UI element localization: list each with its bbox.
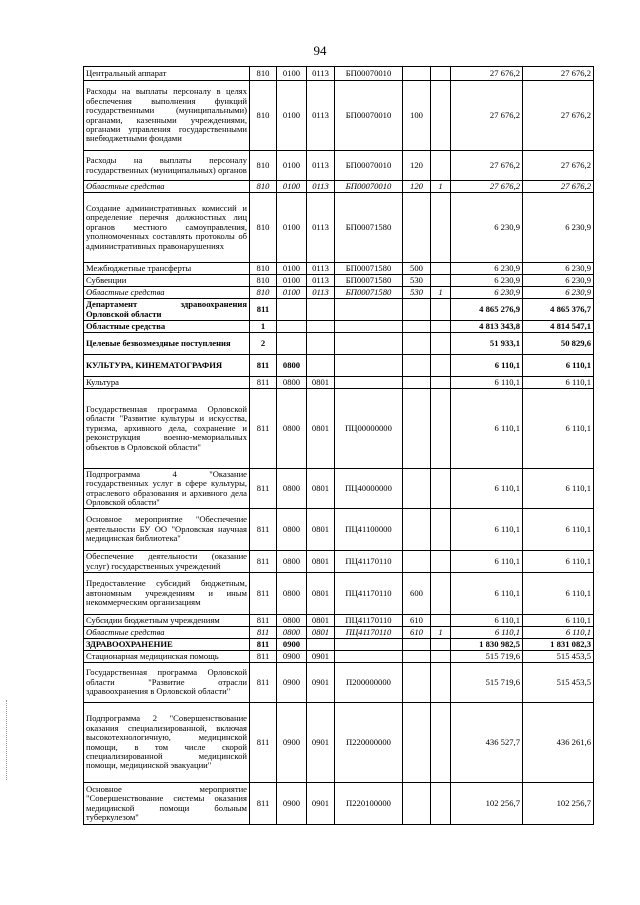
table-row xyxy=(84,287,594,299)
grbs-code: 811 xyxy=(250,355,277,377)
table-row xyxy=(84,551,594,573)
table-row xyxy=(84,509,594,551)
target-article-code xyxy=(335,321,403,333)
amount-year-1: 27 676,2 xyxy=(451,151,523,181)
table-row xyxy=(84,783,594,825)
grbs-code: 810 xyxy=(250,193,277,263)
target-article-code: БП00071580 xyxy=(335,193,403,263)
grbs-code: 811 xyxy=(250,551,277,573)
amount-year-2: 1 831 082,3 xyxy=(523,639,594,651)
table-row xyxy=(84,651,594,663)
section-code: 0100 xyxy=(277,81,307,151)
expense-type-code xyxy=(403,469,431,509)
target-article-code: ПЦ41170110 xyxy=(335,573,403,615)
expense-type-code: 530 xyxy=(403,275,431,287)
row-name: Целевые безвозмездные поступления xyxy=(84,333,250,355)
subsection-code: 0801 xyxy=(307,509,335,551)
section-code: 0800 xyxy=(277,551,307,573)
amount-year-1: 515 719,6 xyxy=(451,651,523,663)
funding-source-code xyxy=(431,333,451,355)
expense-type-code xyxy=(403,355,431,377)
subsection-code: 0801 xyxy=(307,377,335,389)
row-name: КУЛЬТУРА, КИНЕМАТОГРАФИЯ xyxy=(84,355,250,377)
amount-year-1: 6 110,1 xyxy=(451,573,523,615)
subsection-code: 0113 xyxy=(307,287,335,299)
funding-source-code xyxy=(431,551,451,573)
grbs-code: 810 xyxy=(250,81,277,151)
grbs-code: 811 xyxy=(250,663,277,703)
amount-year-1: 6 230,9 xyxy=(451,263,523,275)
amount-year-1: 6 110,1 xyxy=(451,469,523,509)
subsection-code: 0801 xyxy=(307,573,335,615)
funding-source-code: 1 xyxy=(431,181,451,193)
table-row xyxy=(84,703,594,783)
expense-type-code xyxy=(403,783,431,825)
amount-year-2: 27 676,2 xyxy=(523,151,594,181)
funding-source-code xyxy=(431,355,451,377)
row-name: Подпрограмма 4 "Оказание государственных услуг в сфере культуры, отраслевого образования и архивного дела Орловской области" xyxy=(84,469,250,509)
target-article-code: П220100000 xyxy=(335,783,403,825)
subsection-code: 0801 xyxy=(307,469,335,509)
grbs-code: 811 xyxy=(250,469,277,509)
subsection-code: 0113 xyxy=(307,151,335,181)
amount-year-2: 6 110,1 xyxy=(523,469,594,509)
funding-source-code xyxy=(431,321,451,333)
subsection-code: 0901 xyxy=(307,783,335,825)
funding-source-code xyxy=(431,573,451,615)
grbs-code: 810 xyxy=(250,263,277,275)
grbs-code: 811 xyxy=(250,389,277,469)
table-row xyxy=(84,193,594,263)
grbs-code: 811 xyxy=(250,509,277,551)
expense-type-code: 500 xyxy=(403,263,431,275)
row-name: Подпрограмма 2 "Совершенствование оказания специализированной, включая высокотехнологичную, медицинской помощи, в том числе скорой специализированной медицинской помощи, медицинской эвакуации" xyxy=(84,703,250,783)
amount-year-1: 27 676,2 xyxy=(451,67,523,81)
target-article-code: БП00070010 xyxy=(335,181,403,193)
section-code: 0100 xyxy=(277,151,307,181)
target-article-code xyxy=(335,355,403,377)
grbs-code: 811 xyxy=(250,651,277,663)
funding-source-code xyxy=(431,783,451,825)
expense-type-code xyxy=(403,333,431,355)
amount-year-2: 6 230,9 xyxy=(523,263,594,275)
target-article-code: ПЦ00000000 xyxy=(335,389,403,469)
subsection-code xyxy=(307,639,335,651)
target-article-code xyxy=(335,651,403,663)
funding-source-code: 1 xyxy=(431,287,451,299)
funding-source-code xyxy=(431,299,451,321)
table-row xyxy=(84,321,594,333)
table-row xyxy=(84,67,594,81)
target-article-code: ПЦ41100000 xyxy=(335,509,403,551)
section-code: 0900 xyxy=(277,651,307,663)
row-name: Предоставление субсидий бюджетным, автономным учреждениям и иным некоммерческим организациям xyxy=(84,573,250,615)
amount-year-2: 6 110,1 xyxy=(523,377,594,389)
table-row xyxy=(84,181,594,193)
expense-type-code xyxy=(403,389,431,469)
amount-year-1: 515 719,6 xyxy=(451,663,523,703)
funding-source-code xyxy=(431,389,451,469)
target-article-code: БП00070010 xyxy=(335,67,403,81)
amount-year-1: 6 110,1 xyxy=(451,615,523,627)
expense-type-code xyxy=(403,639,431,651)
target-article-code: П200000000 xyxy=(335,663,403,703)
amount-year-1: 6 230,9 xyxy=(451,275,523,287)
row-name: Основное мероприятие "Совершенствование системы оказания медицинской помощи больным туберкулезом" xyxy=(84,783,250,825)
table-row xyxy=(84,663,594,703)
expense-type-code xyxy=(403,377,431,389)
row-name: Центральный аппарат xyxy=(84,67,250,81)
subsection-code: 0801 xyxy=(307,389,335,469)
section-code: 0800 xyxy=(277,377,307,389)
target-article-code: ПЦ40000000 xyxy=(335,469,403,509)
expense-type-code: 530 xyxy=(403,287,431,299)
amount-year-2: 515 453,5 xyxy=(523,663,594,703)
funding-source-code xyxy=(431,639,451,651)
table-row xyxy=(84,627,594,639)
row-name: Межбюджетные трансферты xyxy=(84,263,250,275)
amount-year-1: 27 676,2 xyxy=(451,81,523,151)
table-row xyxy=(84,573,594,615)
amount-year-2: 6 110,1 xyxy=(523,509,594,551)
grbs-code: 811 xyxy=(250,703,277,783)
binding-margin-mark xyxy=(6,700,8,780)
grbs-code: 810 xyxy=(250,287,277,299)
target-article-code: БП00070010 xyxy=(335,151,403,181)
table-row xyxy=(84,639,594,651)
expense-type-code xyxy=(403,299,431,321)
grbs-code: 810 xyxy=(250,275,277,287)
row-name: Государственная программа Орловской области "Развитие культуры и искусства, туризма, архивного дела, сохранение и реконструкция военно-мемориальных объектов в Орловской области" xyxy=(84,389,250,469)
amount-year-2: 6 110,1 xyxy=(523,355,594,377)
table-row xyxy=(84,81,594,151)
amount-year-1: 4 813 343,8 xyxy=(451,321,523,333)
section-code: 0100 xyxy=(277,181,307,193)
section-code: 0100 xyxy=(277,193,307,263)
amount-year-1: 6 110,1 xyxy=(451,355,523,377)
amount-year-2: 6 230,9 xyxy=(523,287,594,299)
subsection-code: 0113 xyxy=(307,275,335,287)
expense-type-code: 610 xyxy=(403,627,431,639)
subsection-code xyxy=(307,333,335,355)
target-article-code: ПЦ41170110 xyxy=(335,551,403,573)
amount-year-2: 515 453,5 xyxy=(523,651,594,663)
funding-source-code xyxy=(431,615,451,627)
amount-year-1: 6 110,1 xyxy=(451,389,523,469)
section-code: 0900 xyxy=(277,783,307,825)
amount-year-1: 102 256,7 xyxy=(451,783,523,825)
target-article-code: ПЦ41170110 xyxy=(335,627,403,639)
amount-year-2: 6 110,1 xyxy=(523,615,594,627)
expense-type-code xyxy=(403,193,431,263)
section-code xyxy=(277,299,307,321)
amount-year-1: 6 110,1 xyxy=(451,627,523,639)
expense-type-code xyxy=(403,703,431,783)
funding-source-code xyxy=(431,651,451,663)
amount-year-1: 4 865 276,9 xyxy=(451,299,523,321)
amount-year-1: 6 110,1 xyxy=(451,509,523,551)
table-row xyxy=(84,151,594,181)
row-name: Субсидии бюджетным учреждениям xyxy=(84,615,250,627)
amount-year-2: 27 676,2 xyxy=(523,181,594,193)
amount-year-2: 4 865 376,7 xyxy=(523,299,594,321)
budget-table xyxy=(83,66,594,825)
table-row xyxy=(84,615,594,627)
section-code: 0800 xyxy=(277,509,307,551)
subsection-code xyxy=(307,299,335,321)
target-article-code: БП00071580 xyxy=(335,263,403,275)
row-name: Областные средства xyxy=(84,181,250,193)
section-code xyxy=(277,321,307,333)
subsection-code: 0113 xyxy=(307,263,335,275)
grbs-code: 811 xyxy=(250,573,277,615)
grbs-code: 811 xyxy=(250,377,277,389)
amount-year-2: 6 230,9 xyxy=(523,275,594,287)
amount-year-1: 6 110,1 xyxy=(451,377,523,389)
expense-type-code: 100 xyxy=(403,81,431,151)
row-name: Расходы на выплаты персоналу в целях обеспечения выполнения функций государственными (муниципальными) органами, казенными учреждениями, органами управления государственными внебюджетными фондами xyxy=(84,81,250,151)
amount-year-1: 6 230,9 xyxy=(451,287,523,299)
funding-source-code xyxy=(431,193,451,263)
row-name: ЗДРАВООХРАНЕНИЕ xyxy=(84,639,250,651)
amount-year-1: 6 230,9 xyxy=(451,193,523,263)
expense-type-code xyxy=(403,321,431,333)
amount-year-1: 51 933,1 xyxy=(451,333,523,355)
row-name: Государственная программа Орловской области "Развитие отрасли здравоохранения в Орловской области" xyxy=(84,663,250,703)
grbs-code: 810 xyxy=(250,181,277,193)
amount-year-2: 6 110,1 xyxy=(523,627,594,639)
target-article-code: БП00070010 xyxy=(335,81,403,151)
subsection-code: 0901 xyxy=(307,651,335,663)
amount-year-2: 50 829,6 xyxy=(523,333,594,355)
subsection-code: 0901 xyxy=(307,703,335,783)
expense-type-code: 120 xyxy=(403,151,431,181)
funding-source-code xyxy=(431,663,451,703)
funding-source-code xyxy=(431,151,451,181)
section-code: 0800 xyxy=(277,469,307,509)
target-article-code: П220000000 xyxy=(335,703,403,783)
section-code: 0800 xyxy=(277,627,307,639)
row-name: Субвенции xyxy=(84,275,250,287)
target-article-code xyxy=(335,377,403,389)
amount-year-2: 102 256,7 xyxy=(523,783,594,825)
table-row xyxy=(84,333,594,355)
section-code: 0900 xyxy=(277,663,307,703)
target-article-code xyxy=(335,639,403,651)
amount-year-1: 1 830 982,5 xyxy=(451,639,523,651)
amount-year-2: 6 110,1 xyxy=(523,551,594,573)
subsection-code: 0801 xyxy=(307,615,335,627)
subsection-code: 0113 xyxy=(307,81,335,151)
amount-year-2: 6 230,9 xyxy=(523,193,594,263)
expense-type-code: 610 xyxy=(403,615,431,627)
table-row xyxy=(84,299,594,321)
section-code: 0800 xyxy=(277,615,307,627)
funding-source-code xyxy=(431,703,451,783)
amount-year-2: 27 676,2 xyxy=(523,81,594,151)
funding-source-code xyxy=(431,263,451,275)
funding-source-code xyxy=(431,469,451,509)
section-code: 0800 xyxy=(277,389,307,469)
subsection-code xyxy=(307,321,335,333)
expense-type-code xyxy=(403,663,431,703)
subsection-code: 0113 xyxy=(307,181,335,193)
row-name: Областные средства xyxy=(84,627,250,639)
amount-year-2: 436 261,6 xyxy=(523,703,594,783)
amount-year-1: 27 676,2 xyxy=(451,181,523,193)
expense-type-code xyxy=(403,509,431,551)
row-name: Департамент здравоохранения Орловской области xyxy=(84,299,250,321)
row-name: Культура xyxy=(84,377,250,389)
grbs-code: 811 xyxy=(250,627,277,639)
row-name: Расходы на выплаты персоналу государственных (муниципальных) органов xyxy=(84,151,250,181)
subsection-code: 0801 xyxy=(307,551,335,573)
grbs-code: 810 xyxy=(250,151,277,181)
amount-year-2: 4 814 547,1 xyxy=(523,321,594,333)
target-article-code xyxy=(335,333,403,355)
section-code: 0800 xyxy=(277,573,307,615)
grbs-code: 1 xyxy=(250,321,277,333)
grbs-code: 811 xyxy=(250,783,277,825)
expense-type-code: 120 xyxy=(403,181,431,193)
subsection-code xyxy=(307,355,335,377)
section-code: 0100 xyxy=(277,275,307,287)
grbs-code: 2 xyxy=(250,333,277,355)
target-article-code: БП00071580 xyxy=(335,275,403,287)
row-name: Областные средства xyxy=(84,287,250,299)
table-row xyxy=(84,275,594,287)
table-row xyxy=(84,355,594,377)
subsection-code: 0801 xyxy=(307,627,335,639)
table-row xyxy=(84,377,594,389)
expense-type-code xyxy=(403,551,431,573)
grbs-code: 811 xyxy=(250,615,277,627)
funding-source-code xyxy=(431,509,451,551)
amount-year-2: 6 110,1 xyxy=(523,573,594,615)
row-name: Создание административных комиссий и определение перечня должностных лиц органов местного самоуправления, уполномоченных составлять протоколы об административных правонарушениях xyxy=(84,193,250,263)
grbs-code: 811 xyxy=(250,299,277,321)
target-article-code: ПЦ41170110 xyxy=(335,615,403,627)
row-name: Стационарная медицинская помощь xyxy=(84,651,250,663)
section-code: 0100 xyxy=(277,67,307,81)
funding-source-code: 1 xyxy=(431,627,451,639)
funding-source-code xyxy=(431,275,451,287)
table-row xyxy=(84,469,594,509)
table-row xyxy=(84,263,594,275)
section-code: 0900 xyxy=(277,639,307,651)
row-name: Основное мероприятие "Обеспечение деятельности БУ ОО "Орловская научная медицинская библиотека" xyxy=(84,509,250,551)
amount-year-1: 436 527,7 xyxy=(451,703,523,783)
section-code: 0100 xyxy=(277,263,307,275)
target-article-code xyxy=(335,299,403,321)
expense-type-code xyxy=(403,67,431,81)
subsection-code: 0113 xyxy=(307,193,335,263)
amount-year-2: 27 676,2 xyxy=(523,67,594,81)
funding-source-code xyxy=(431,81,451,151)
section-code: 0100 xyxy=(277,287,307,299)
grbs-code: 811 xyxy=(250,639,277,651)
section-code xyxy=(277,333,307,355)
target-article-code: БП00071580 xyxy=(335,287,403,299)
page-number: 94 xyxy=(313,43,327,58)
grbs-code: 810 xyxy=(250,67,277,81)
amount-year-2: 6 110,1 xyxy=(523,389,594,469)
section-code: 0900 xyxy=(277,703,307,783)
expense-type-code: 600 xyxy=(403,573,431,615)
expense-type-code xyxy=(403,651,431,663)
section-code: 0800 xyxy=(277,355,307,377)
funding-source-code xyxy=(431,67,451,81)
subsection-code: 0901 xyxy=(307,663,335,703)
funding-source-code xyxy=(431,377,451,389)
amount-year-1: 6 110,1 xyxy=(451,551,523,573)
row-name: Обеспечение деятельности (оказание услуг) государственных учреждений xyxy=(84,551,250,573)
table-row xyxy=(84,389,594,469)
row-name: Областные средства xyxy=(84,321,250,333)
subsection-code: 0113 xyxy=(307,67,335,81)
